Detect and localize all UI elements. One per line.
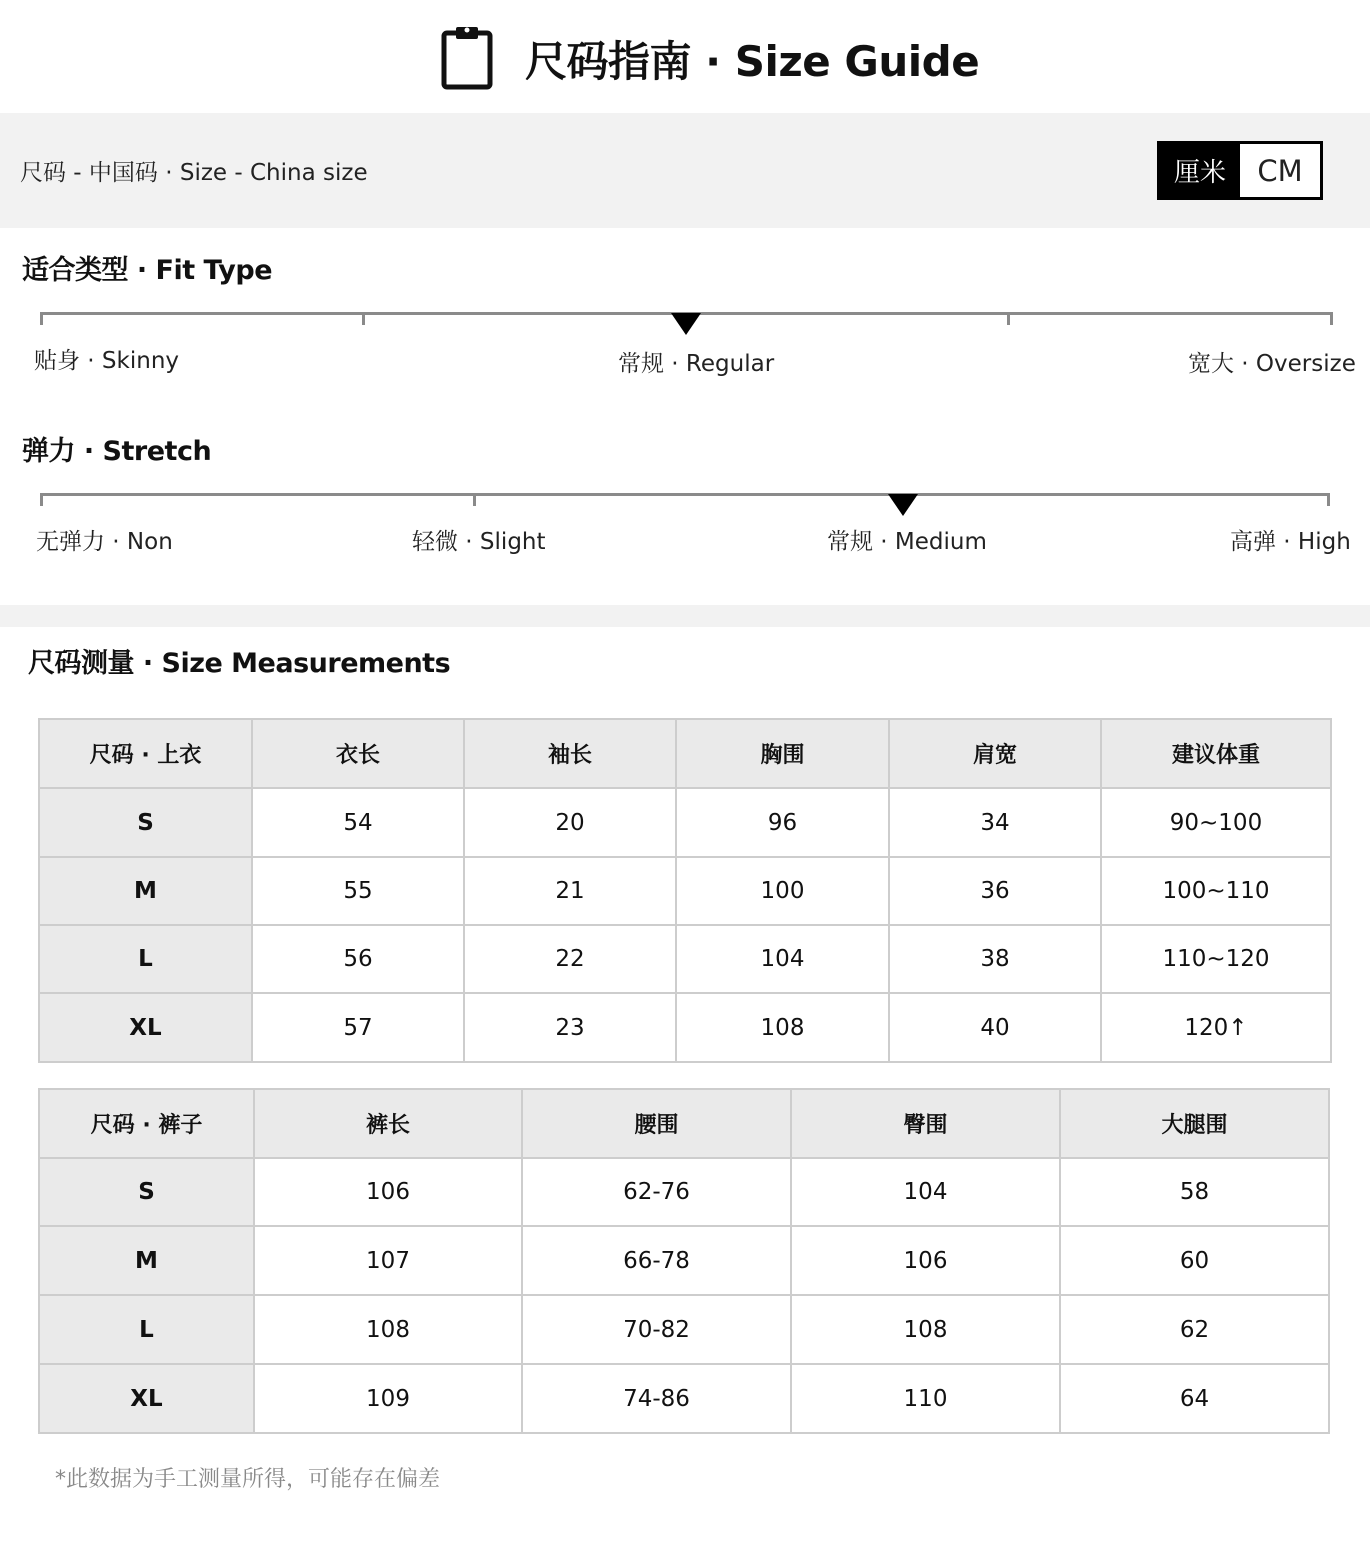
stretch-title: 弹力 · Stretch (22, 436, 212, 467)
table-cell: 56 (252, 925, 464, 993)
table-header-cell: 建议体重 (1101, 719, 1331, 788)
measurements-title: 尺码测量 · Size Measurements (28, 648, 451, 679)
stretch-tick (40, 493, 43, 506)
tops-size-table (38, 718, 1332, 1063)
page-title: 尺码指南 · Size Guide (525, 37, 980, 86)
stretch-tick (473, 493, 476, 506)
size-cell: S (39, 788, 252, 857)
table-header-cell: 袖长 (464, 719, 676, 788)
size-system-bar (0, 113, 1370, 228)
table-cell: 100 (676, 857, 889, 925)
table-cell: 100~110 (1101, 857, 1331, 925)
stretch-tick (1327, 493, 1330, 506)
stretch-label-non: 无弹力 · Non (36, 529, 173, 555)
fit-tick (40, 312, 43, 325)
table-cell: 120↑ (1101, 993, 1331, 1062)
table-row (39, 1295, 1329, 1364)
table-cell: 104 (791, 1158, 1060, 1226)
table-cell: 21 (464, 857, 676, 925)
table-header-cell: 尺码 · 裤子 (39, 1089, 254, 1158)
table-cell: 70-82 (522, 1295, 791, 1364)
pants-size-table (38, 1088, 1330, 1434)
stretch-label-high: 高弹 · High (1230, 529, 1351, 555)
table-cell: 54 (252, 788, 464, 857)
table-cell: 108 (254, 1295, 522, 1364)
table-cell: 110~120 (1101, 925, 1331, 993)
table-header-cell: 肩宽 (889, 719, 1101, 788)
table-cell: 36 (889, 857, 1101, 925)
table-cell: 106 (254, 1158, 522, 1226)
table-row (39, 788, 1331, 857)
table-header-cell: 衣长 (252, 719, 464, 788)
size-cell: L (39, 925, 252, 993)
table-header-cell: 胸围 (676, 719, 889, 788)
clipboard-icon (441, 24, 493, 90)
size-cell: L (39, 1295, 254, 1364)
table-cell: 58 (1060, 1158, 1329, 1226)
table-cell: 110 (791, 1364, 1060, 1433)
table-cell: 23 (464, 993, 676, 1062)
stretch-scale-line (40, 493, 1330, 496)
stretch-label-slight: 轻微 · Slight (412, 529, 546, 555)
table-cell: 22 (464, 925, 676, 993)
fit-selected-marker (671, 313, 701, 335)
fit-label-skinny: 贴身 · Skinny (34, 348, 180, 374)
unit-cm-english[interactable]: CM (1257, 153, 1303, 188)
table-header-cell: 臀围 (791, 1089, 1060, 1158)
table-cell: 64 (1060, 1364, 1329, 1433)
size-cell: XL (39, 993, 252, 1062)
table-header-row (39, 719, 1331, 788)
table-header-cell: 腰围 (522, 1089, 791, 1158)
table-cell: 96 (676, 788, 889, 857)
table-row (39, 1364, 1329, 1433)
header (0, 0, 1370, 113)
size-cell: S (39, 1158, 254, 1226)
fit-label-oversize: 宽大 · Oversize (1188, 351, 1356, 377)
table-cell: 108 (676, 993, 889, 1062)
unit-toggle[interactable] (1157, 141, 1323, 200)
table-cell: 74-86 (522, 1364, 791, 1433)
table-cell: 107 (254, 1226, 522, 1295)
table-cell: 57 (252, 993, 464, 1062)
size-cell: M (39, 857, 252, 925)
table-row (39, 857, 1331, 925)
stretch-label-medium: 常规 · Medium (827, 529, 987, 555)
table-cell: 60 (1060, 1226, 1329, 1295)
table-row (39, 993, 1331, 1062)
table-header-cell: 尺码 · 上衣 (39, 719, 252, 788)
size-cell: XL (39, 1364, 254, 1433)
table-cell: 109 (254, 1364, 522, 1433)
section-divider (0, 605, 1370, 627)
table-cell: 104 (676, 925, 889, 993)
table-header-cell: 裤长 (254, 1089, 522, 1158)
table-header-row (39, 1089, 1329, 1158)
table-cell: 55 (252, 857, 464, 925)
table-cell: 108 (791, 1295, 1060, 1364)
fit-label-regular: 常规 · Regular (618, 351, 775, 377)
table-cell: 40 (889, 993, 1101, 1062)
size-cell: M (39, 1226, 254, 1295)
fit-type-title: 适合类型 · Fit Type (22, 255, 273, 286)
fit-tick (362, 312, 365, 325)
table-cell: 62 (1060, 1295, 1329, 1364)
table-row (39, 1226, 1329, 1295)
table-row (39, 1158, 1329, 1226)
fit-tick (1007, 312, 1010, 325)
size-system-label: 尺码 - 中国码 · Size - China size (20, 160, 368, 186)
unit-cm-chinese[interactable]: 厘米 (1160, 144, 1240, 197)
fit-tick (1330, 312, 1333, 325)
table-row (39, 925, 1331, 993)
stretch-selected-marker (888, 494, 918, 516)
table-cell: 20 (464, 788, 676, 857)
table-cell: 66-78 (522, 1226, 791, 1295)
table-cell: 62-76 (522, 1158, 791, 1226)
table-cell: 34 (889, 788, 1101, 857)
table-cell: 38 (889, 925, 1101, 993)
table-cell: 106 (791, 1226, 1060, 1295)
table-cell: 90~100 (1101, 788, 1331, 857)
table-header-cell: 大腿围 (1060, 1089, 1329, 1158)
measurement-note: *此数据为手工测量所得，可能存在偏差 (55, 1467, 441, 1492)
